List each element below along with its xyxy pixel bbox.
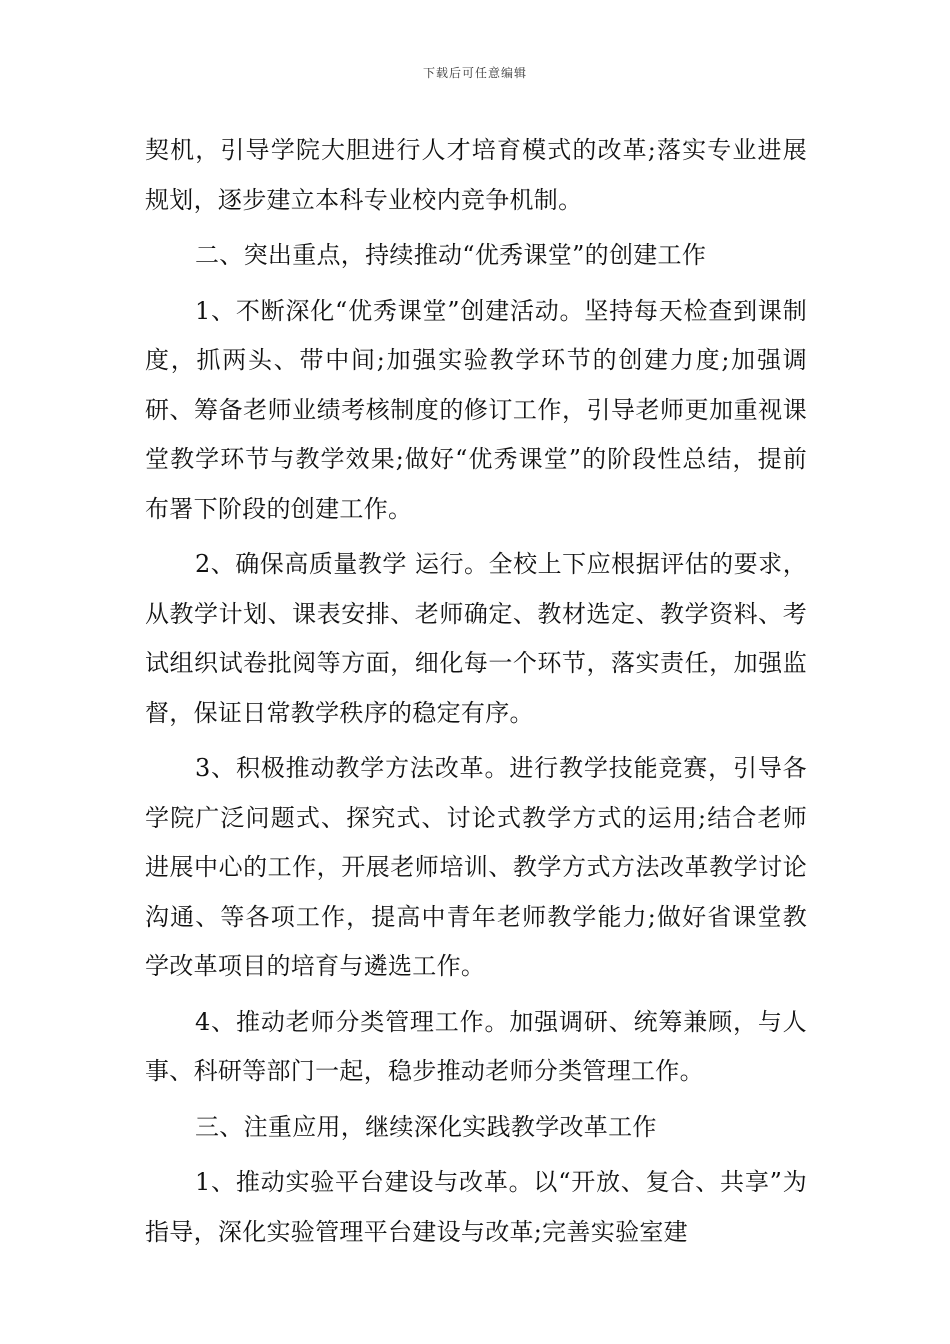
paragraph-continuation: 契机，引导学院大胆进行人才培育模式的改革;落实专业进展规划，逐步建立本科专业校内竞争机制。 [145, 136, 807, 214]
paragraph-item-2-2: 2、确保高质量教学 运行。全校上下应根据评估的要求，从教学计划、课表安排、老师确定、教材选定、教学资料、考试组织试卷批阅等方面，细化每一个环节，落实责任，加强监督，保证日常教学秩序的稳定有序。 [145, 550, 807, 727]
paragraph-item-2-4: 4、推动老师分类管理工作。加强调研、统筹兼顾，与人事、科研等部门一起，稳步推动老师分类管理工作。 [145, 1007, 807, 1085]
paragraph-item-2-1: 1、不断深化“优秀课堂”创建活动。坚持每天检查到课制度，抓两头、带中间;加强实验教学环节的创建力度;加强调研、筹备老师业绩考核制度的修订工作，引导老师更加重视课堂教学环节与教学效果;做好“优秀课堂”的阶段性总结，提前布署下阶段的创建工作。 [145, 296, 807, 523]
page-header-note: 下载后可任意编辑 [422, 66, 527, 80]
section-heading-3: 三、注重应用，继续深化实践教学改革工作 [195, 1112, 657, 1141]
document-body [145, 126, 807, 1263]
section-heading-2: 二、突出重点，持续推动“优秀课堂”的创建工作 [195, 241, 707, 269]
paragraph-item-2-3: 3、积极推动教学方法改革。进行教学技能竞赛，引导各学院广泛问题式、探究式、讨论式教学方式的运用;结合老师进展中心的工作，开展老师培训、教学方式方法改革教学讨论沟通、等各项工作，提高中青年老师教学能力;做好省课堂教学改革项目的培育与遴选工作。 [145, 754, 807, 980]
paragraph-item-3-1: 1、推动实验平台建设与改革。以“开放、复合、共享”为指导，深化实验管理平台建设与改革;完善实验室建 [145, 1168, 807, 1246]
